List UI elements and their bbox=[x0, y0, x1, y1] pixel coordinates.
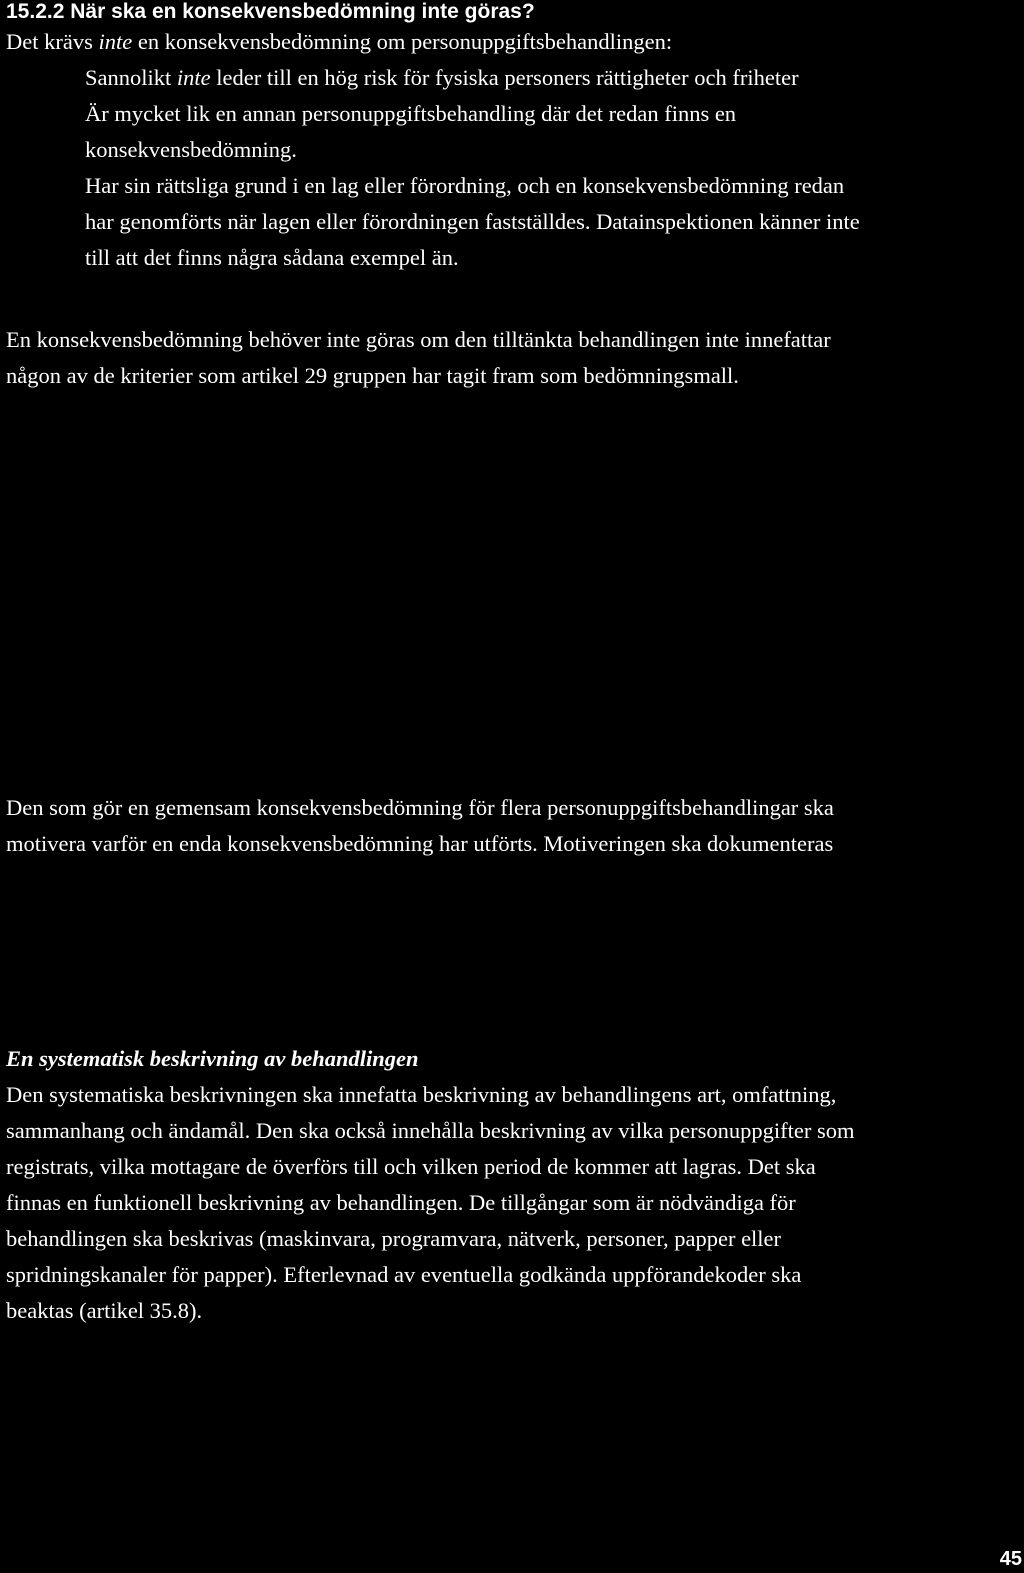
condition-line: har genomförts när lagen eller förordningen fastställdes. Datainspektionen känner inte bbox=[85, 209, 860, 234]
systematic-description-heading: En systematisk beskrivning av behandlingen bbox=[6, 1046, 419, 1071]
paragraph-line: behandlingen ska beskrivas (maskinvara, programvara, nätverk, personer, papper eller bbox=[6, 1226, 782, 1251]
paragraph-line: finnas en funktionell beskrivning av behandlingen. De tillgångar som är nödvändiga för bbox=[6, 1190, 796, 1215]
section-heading: 15.2.2 När ska en konsekvensbedömning inte göras? bbox=[6, 0, 535, 23]
paragraph-line: sammanhang och ändamål. Den ska också innehålla beskrivning av vilka personuppgifter som bbox=[6, 1118, 855, 1143]
intro-paragraph: Det krävs inte en konsekvensbedömning om personuppgiftsbehandlingen: bbox=[6, 29, 673, 54]
paragraph-line: Den systematiska beskrivningen ska innefatta beskrivning av behandlingens art, omfattning, bbox=[6, 1082, 837, 1107]
condition-line: Har sin rättsliga grund i en lag eller förordning, och en konsekvensbedömning redan bbox=[85, 173, 845, 198]
condition-line: Sannolikt inte leder till en hög risk för fysiska personers rättigheter och friheter bbox=[85, 65, 799, 90]
paragraph-line: någon av de kriterier som artikel 29 gruppen har tagit fram som bedömningsmall. bbox=[6, 363, 739, 388]
paragraph-line: Den som gör en gemensam konsekvensbedömning för flera personuppgiftsbehandlingar ska bbox=[6, 795, 834, 820]
condition-item bbox=[85, 60, 860, 96]
condition-line: till att det finns några sådana exempel än. bbox=[85, 245, 459, 270]
joint-assessment-paragraph bbox=[6, 790, 834, 862]
paragraph-line: registrats, vilka mottagare de överförs till och vilken period de kommer att lagras. Det ska bbox=[6, 1154, 816, 1179]
paragraph-line: En konsekvensbedömning behöver inte göras om den tilltänkta behandlingen inte innefattar bbox=[6, 327, 831, 352]
condition-line: konsekvensbedömning. bbox=[85, 137, 297, 162]
page-number: 45 bbox=[999, 1548, 1022, 1570]
condition-item bbox=[85, 168, 860, 276]
paragraph-line: motivera varför en enda konsekvensbedömning har utförts. Motiveringen ska dokumenteras bbox=[6, 831, 834, 856]
paragraph-line: spridningskanaler för papper). Efterlevnad av eventuella godkända uppförandekoder ska bbox=[6, 1262, 802, 1287]
systematic-description-paragraph bbox=[6, 1077, 855, 1329]
condition-list bbox=[85, 60, 860, 276]
paragraph-line: beaktas (artikel 35.8). bbox=[6, 1298, 203, 1323]
condition-item bbox=[85, 96, 860, 168]
condition-line: Är mycket lik en annan personuppgiftsbehandling där det redan finns en bbox=[85, 101, 737, 126]
criteria-paragraph bbox=[6, 322, 831, 394]
